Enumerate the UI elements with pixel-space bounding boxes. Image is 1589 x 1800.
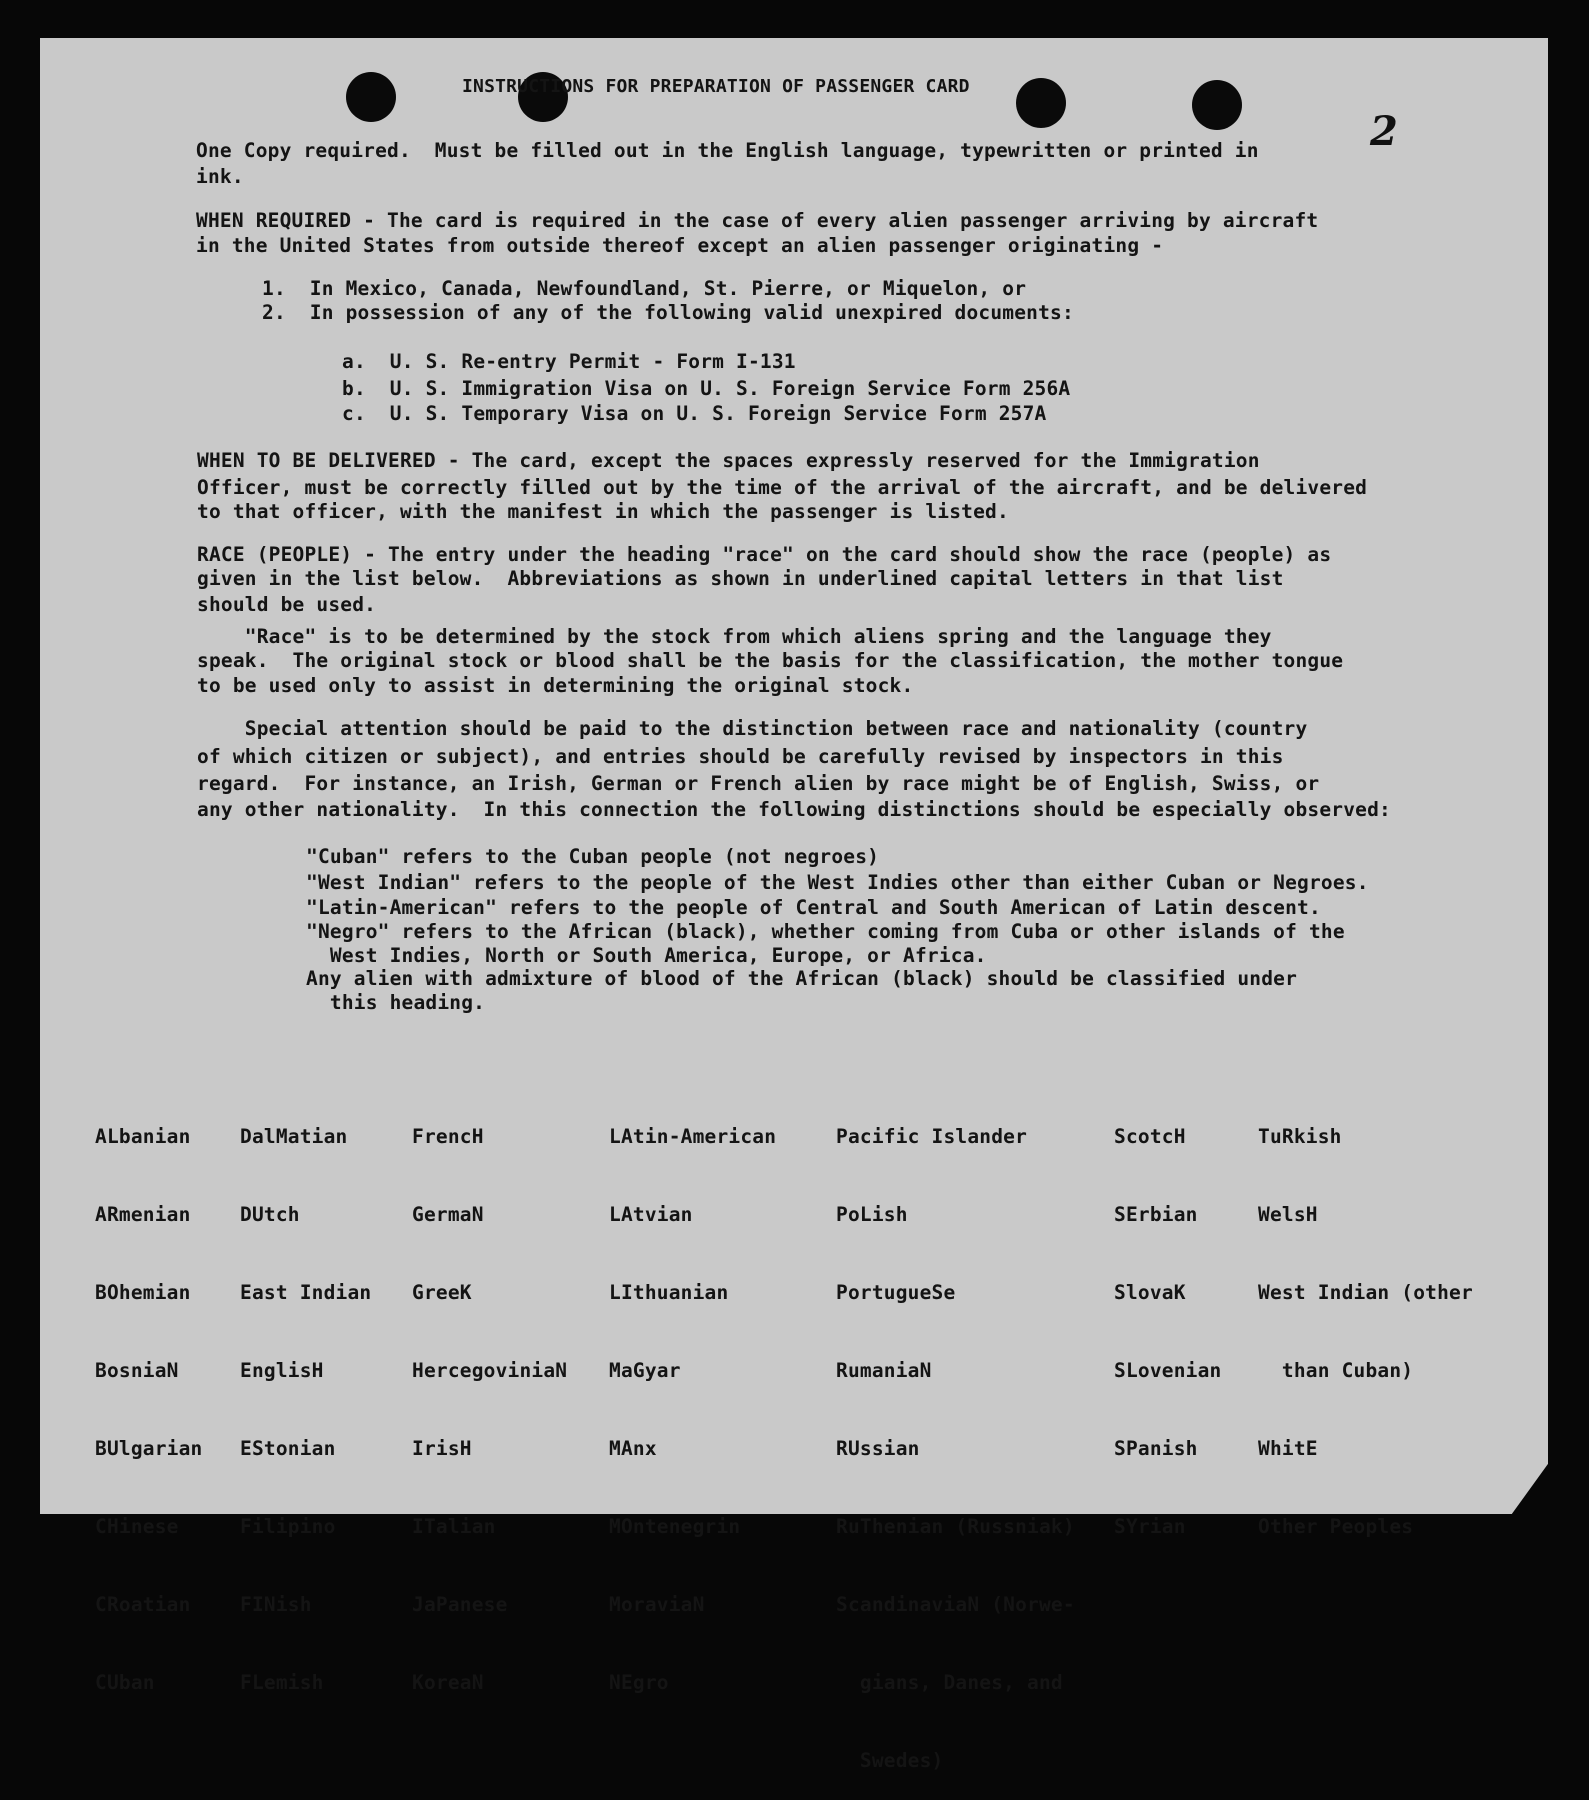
when-delivered-line: WHEN TO BE DELIVERED - The card, except the spaces expressly reserved for the Immigration [197,449,1260,472]
distinction-line: "Latin-American" refers to the people of Central and South American of Latin descent. [306,896,1321,919]
race-list-item: Swedes) [836,1749,944,1772]
race-list-item: LAtin-American [609,1125,777,1148]
race-list-item: RUssian [836,1437,920,1460]
race-list-item: ITalian [412,1515,496,1538]
race-list-item: LAtvian [609,1203,693,1226]
race-list-item: HercegoviniaN [412,1359,568,1382]
distinction-line: West Indies, North or South America, Europe, or Africa. [306,944,987,967]
race-list-item: WhitE [1258,1437,1318,1460]
race-list-item: RumaniaN [836,1359,932,1382]
distinction-line: Any alien with admixture of blood of the African (black) should be classified under [306,967,1298,990]
race-list-item: WelsH [1258,1203,1318,1226]
race-paragraph-line: of which citizen or subject), and entries should be carefully revised by inspectors in this [197,745,1284,768]
race-list-item: GreeK [412,1281,472,1304]
race-list-column [836,1072,1075,1800]
race-list-item: DUtch [240,1203,300,1226]
race-list-column [1114,1072,1221,1566]
race-list-item: ScandinaviaN (Norwe- [836,1593,1075,1616]
punch-hole [1016,78,1066,128]
race-list-item: SYrian [1114,1515,1186,1538]
race-list-column [240,1072,371,1722]
race-paragraph-line: speak. The original stock or blood shall be the basis for the classification, the mother tongue [197,649,1344,672]
race-list-item: BUlgarian [95,1437,203,1460]
race-paragraph-line: given in the list below. Abbreviations as shown in underlined capital letters in that list [197,567,1284,590]
race-list-item: CUban [95,1671,155,1694]
race-list-item: KoreaN [412,1671,484,1694]
race-paragraph-line: any other nationality. In this connection the following distinctions should be especially observed: [197,798,1391,821]
race-list-item: ScotcH [1114,1125,1186,1148]
race-list-item: DalMatian [240,1125,348,1148]
race-list-item: Other Peoples [1258,1515,1414,1538]
race-list-item: FINish [240,1593,312,1616]
race-list-item: BosniaN [95,1359,179,1382]
race-list-item: gians, Danes, and [836,1671,1063,1694]
race-list-item: EStonian [240,1437,336,1460]
race-list-item: PoLish [836,1203,908,1226]
race-list-item: MoraviaN [609,1593,705,1616]
race-list-item: SErbian [1114,1203,1198,1226]
punch-hole [346,72,396,122]
race-list-item: East Indian [240,1281,372,1304]
distinction-line: "Negro" refers to the African (black), whether coming from Cuba or other islands of the [306,920,1345,943]
race-list-column [95,1072,202,1722]
race-list-item: SlovaK [1114,1281,1186,1304]
document-sub-item: b. U. S. Immigration Visa on U. S. Foreign Service Form 256A [342,377,1071,400]
race-list-item: ALbanian [95,1125,191,1148]
race-list-item: MAnx [609,1437,657,1460]
race-list-item: MaGyar [609,1359,681,1382]
race-list-item: PortugueSe [836,1281,956,1304]
race-list-item: MOntenegrin [609,1515,741,1538]
numbered-item: 2. In possession of any of the following valid unexpired documents: [262,301,1074,324]
race-list-item: RuThenian (Russniak) [836,1515,1075,1538]
race-paragraph-line: should be used. [197,593,377,616]
race-list-item: JaPanese [412,1593,508,1616]
intro-line: One Copy required. Must be filled out in the English language, typewritten or printed in [196,139,1259,162]
document-sub-item: a. U. S. Re-entry Permit - Form I-131 [342,350,796,373]
race-list-item: EnglisH [240,1359,324,1382]
race-list-column [1258,1072,1473,1566]
race-list-item: IrisH [412,1437,472,1460]
race-paragraph-line: Special attention should be paid to the distinction between race and nationality (country [197,717,1308,740]
document-title: INSTRUCTIONS FOR PREPARATION OF PASSENGER CARD [462,76,970,97]
race-list-item: BOhemian [95,1281,191,1304]
race-list-item: SPanish [1114,1437,1198,1460]
distinction-line: "West Indian" refers to the people of the West Indies other than either Cuban or Negroes. [306,871,1369,894]
handwritten-page-mark: 2 [1370,108,1398,155]
distinction-line: this heading. [306,991,486,1014]
race-list-item: Pacific Islander [836,1125,1028,1148]
intro-line: ink. [196,165,244,188]
punch-hole [1192,80,1242,130]
race-list-item: GermaN [412,1203,484,1226]
race-list-item: West Indian (other [1258,1281,1473,1304]
race-list-column [609,1072,776,1722]
race-paragraph-line: "Race" is to be determined by the stock from which aliens spring and the language they [197,625,1272,648]
race-list-item: LIthuanian [609,1281,729,1304]
race-list-item: FLemish [240,1671,324,1694]
race-paragraph-line: regard. For instance, an Irish, German or French alien by race might be of English, Swiss, or [197,772,1320,795]
race-list-item: NEgro [609,1671,669,1694]
race-list-item: than Cuban) [1258,1359,1414,1382]
when-required-line: in the United States from outside thereof except an alien passenger originating - [196,234,1164,257]
distinction-line: "Cuban" refers to the Cuban people (not negroes) [306,845,880,868]
when-delivered-line: to that officer, with the manifest in which the passenger is listed. [197,500,1009,523]
race-paragraph-line: to be used only to assist in determining the original stock. [197,674,914,697]
when-required-line: WHEN REQUIRED - The card is required in the case of every alien passenger arriving by aircraft [196,209,1319,232]
race-list-item: SLovenian [1114,1359,1222,1382]
document-sub-item: c. U. S. Temporary Visa on U. S. Foreign Service Form 257A [342,402,1047,425]
race-list-item: CRoatian [95,1593,191,1616]
race-list-item: ARmenian [95,1203,191,1226]
race-list-item: CHinese [95,1515,179,1538]
race-paragraph-line: RACE (PEOPLE) - The entry under the heading "race" on the card should show the race (people) as [197,543,1332,566]
race-list-item: TuRkish [1258,1125,1342,1148]
race-list-item: Filipino [240,1515,336,1538]
when-delivered-line: Officer, must be correctly filled out by the time of the arrival of the aircraft, and be delivered [197,476,1368,499]
race-list-item: FrencH [412,1125,484,1148]
race-list-column [412,1072,567,1722]
numbered-item: 1. In Mexico, Canada, Newfoundland, St. Pierre, or Miquelon, or [262,277,1027,300]
